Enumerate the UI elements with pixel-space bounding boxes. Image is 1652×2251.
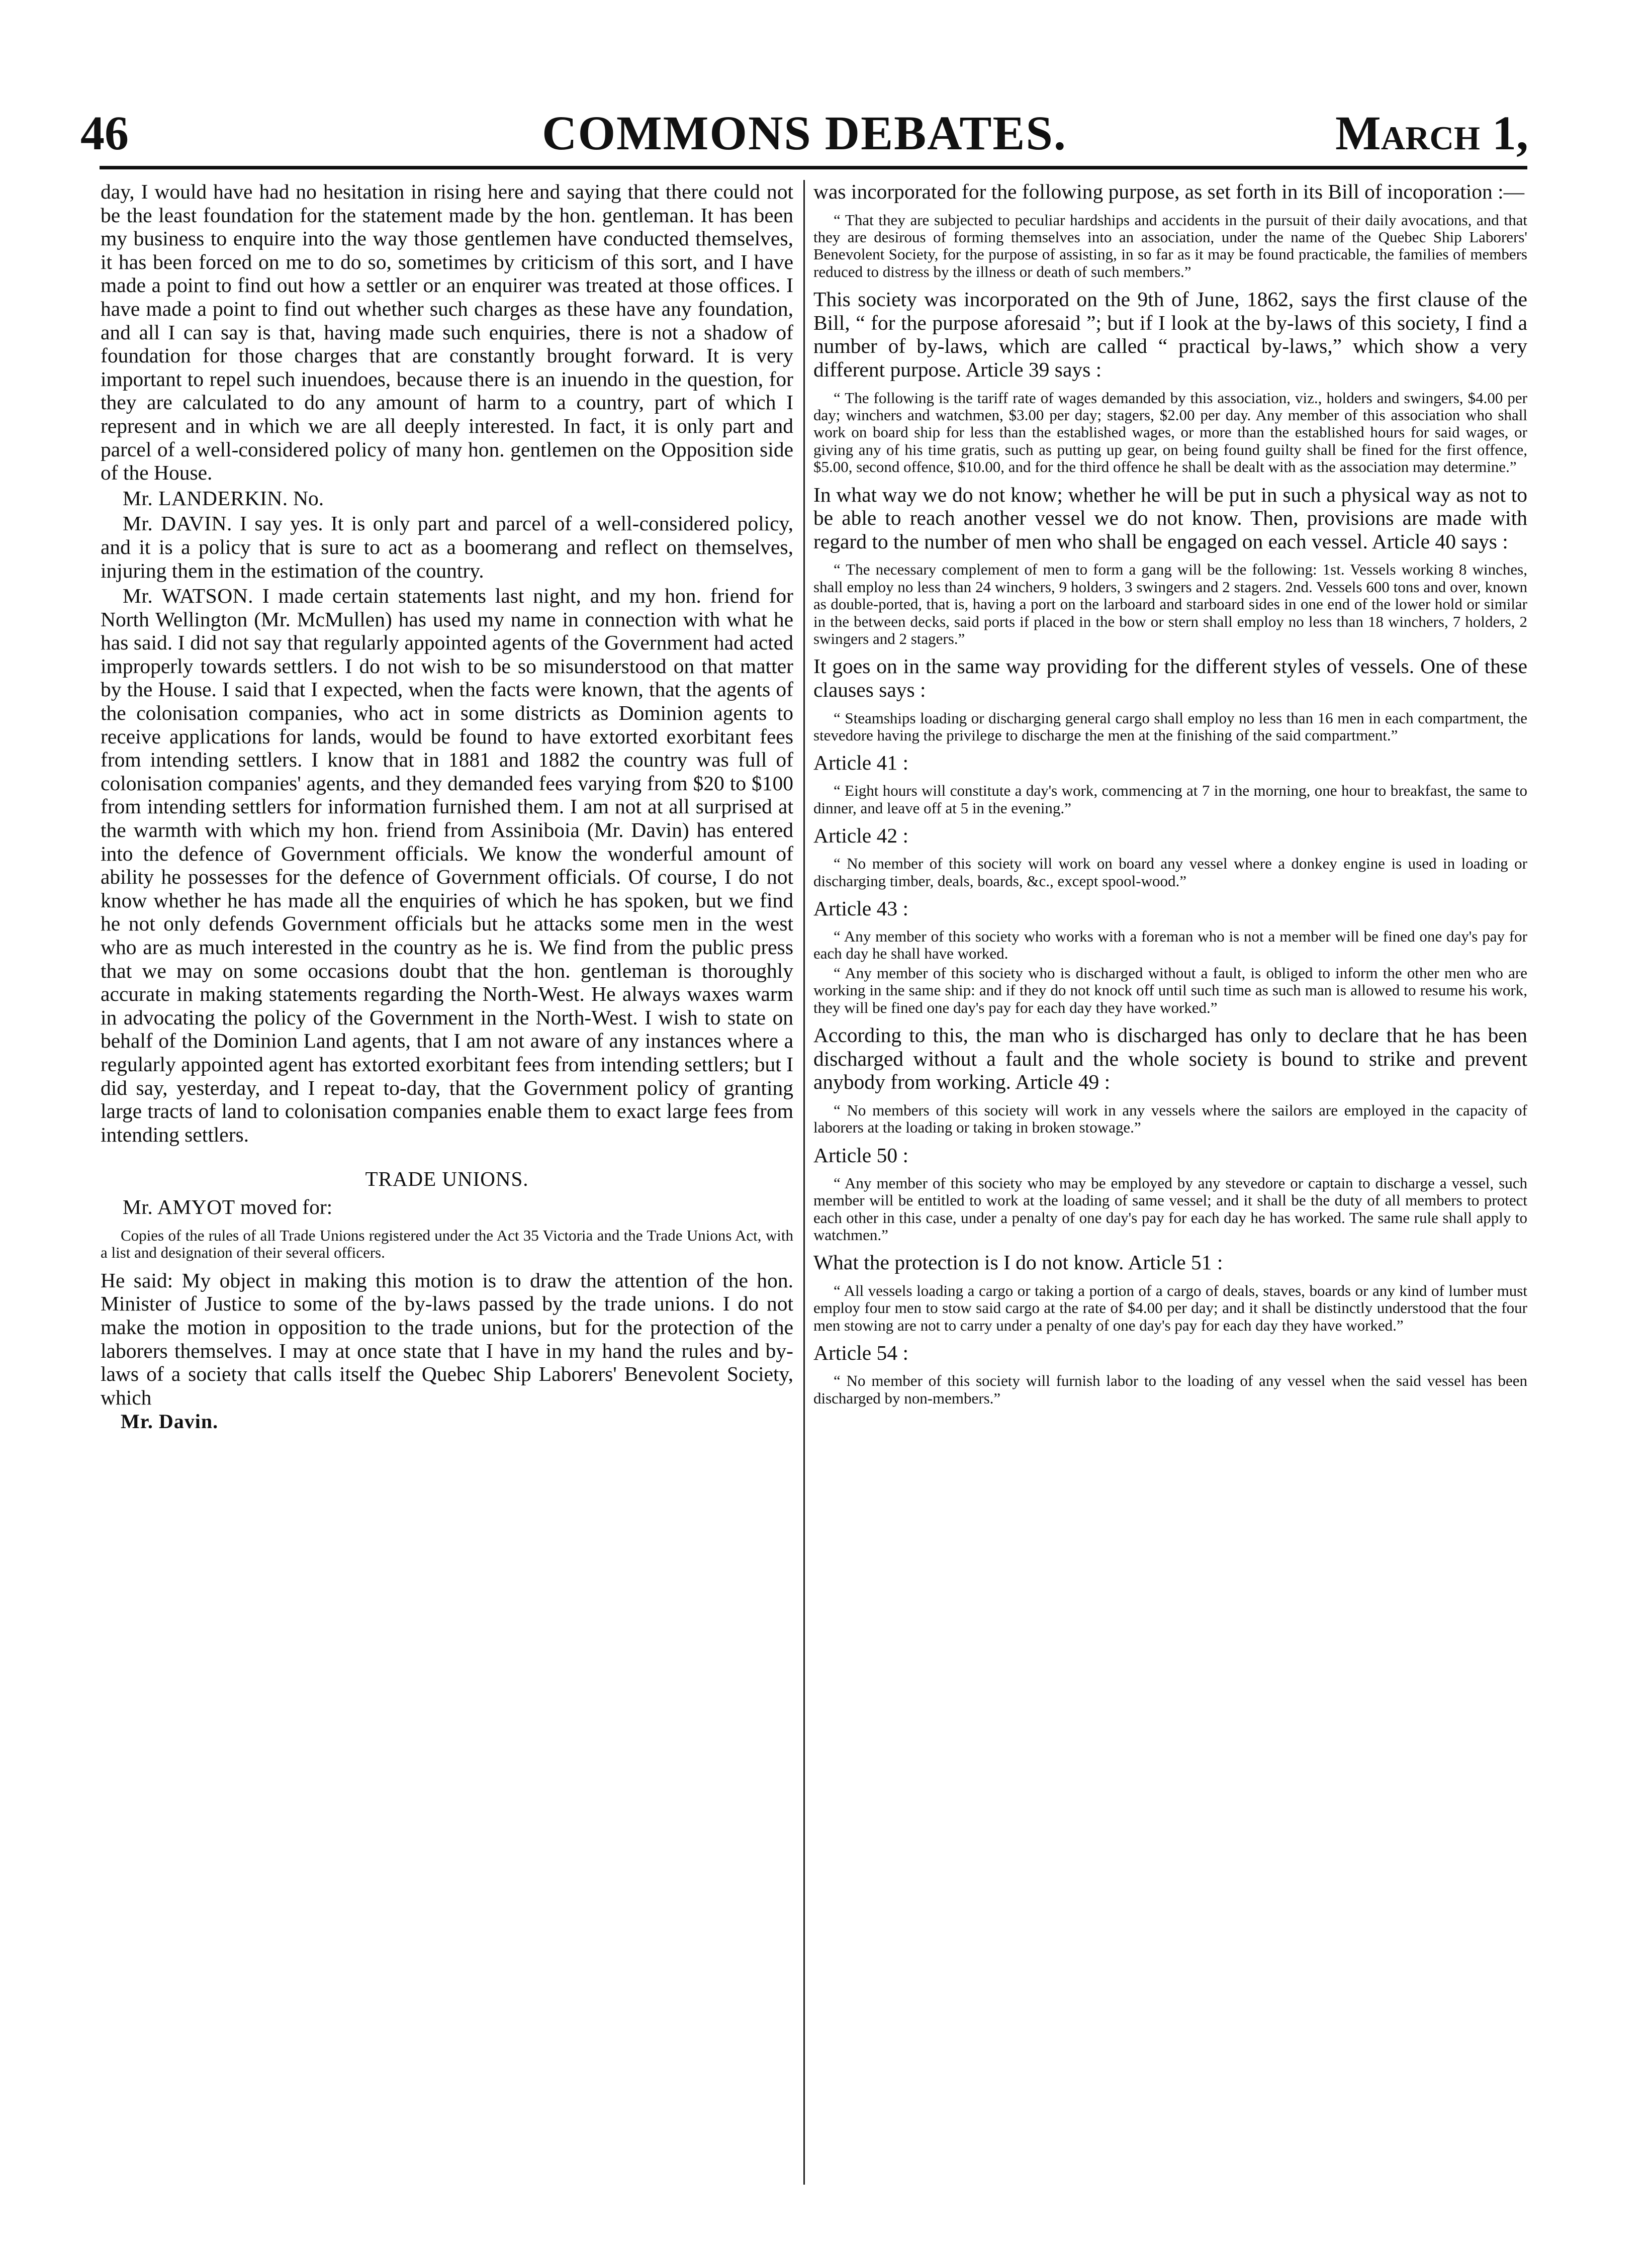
paragraph: was incorporated for the following purpose, as set forth in its Bill of incoporation :— bbox=[813, 180, 1525, 203]
speech-paragraph bbox=[101, 1195, 793, 1219]
publication-title: COMMONS DEBATES. bbox=[542, 106, 1067, 160]
header-date: March 1, bbox=[1335, 106, 1528, 160]
quoted-article-49: “ No members of this society will work in any vessels where the sailors are employed in the capacity of laborers at the loading or taking in broken stowage.” bbox=[813, 1101, 1527, 1137]
motion-text: Copies of the rules of all Trade Unions registered under the Act 35 Victoria and the Trade Unions Act, with a list and designation of their several officers. bbox=[101, 1226, 793, 1262]
right-column bbox=[813, 180, 1527, 2186]
article-label: Article 50 : bbox=[813, 1143, 908, 1167]
quoted-article-50: “ Any member of this society who may be employed by any stevedore or captain to discharge a vessel, such member will be entitled to work at the loading of same vessel; and it shall be the duty of all members to protect each other in this case, under a penalty of one day's pay for each day he has worked. The same rule shall apply to watchmen.” bbox=[813, 1174, 1527, 1244]
article-label: Article 54 : bbox=[813, 1341, 908, 1365]
left-column bbox=[101, 180, 793, 2186]
speech-paragraph bbox=[101, 584, 793, 1146]
quoted-article-51: “ All vessels loading a cargo or taking a portion of a cargo of deals, staves, boards or any kind of lumber must employ four men to stow said cargo at the rate of $4.00 per day; and it shall be distinctly understood that the four men stowing are not to carry under a penalty of one day's pay for each day they have worked.” bbox=[813, 1281, 1527, 1334]
page-header bbox=[80, 103, 1528, 168]
speech-text: moved for: bbox=[235, 1195, 333, 1219]
paragraph: What the protection is I do not know. Article 51 : bbox=[813, 1251, 1223, 1274]
paragraph: According to this, the man who is discharged has only to declare that he has been discharged without a fault and the whole society is bound to strike and prevent anybody from working. Article 49 : bbox=[813, 1023, 1527, 1094]
header-rule bbox=[100, 166, 1527, 169]
quoted-article-54: “ No member of this society will furnish labor to the loading of any vessel when the said vessel has been discharged by non-members.” bbox=[813, 1372, 1527, 1407]
quoted-article-40: “ The necessary complement of men to form a gang will be the following: 1st. Vessels working 8 winches, shall employ no less than 24 winchers, 9 holders, 3 swingers and 2 stagers. 2nd. Vessels 600 tons and over, known as double-ported, that is, having a port on the larboard and starboard sides in one end of the lower hold or similar in the between decks, said ports if placed in the bow or stern shall employ no less than 18 winchers, 7 holders, 2 swingers and 2 stagers.” bbox=[813, 560, 1527, 648]
quoted-article-43: “ Any member of this society who works with a foreman who is not a member will be fined one day's pay for each day he shall have worked. bbox=[813, 927, 1527, 963]
article-label: Article 41 : bbox=[813, 751, 908, 775]
column-divider bbox=[803, 180, 805, 2185]
page-number: 46 bbox=[80, 106, 129, 160]
quoted-clause: “ Steamships loading or discharging general cargo shall employ no less than 16 men in each compartment, the stevedore having the privilege to discharge the men at the finishing of the said compartment.” bbox=[813, 709, 1527, 744]
quoted-article-39: “ The following is the tariff rate of wages demanded by this association, viz., holders and swingers, $4.00 per day; winchers and watchmen, $3.00 per day; stagers, $2.00 per day. Any member of this association who shall work on board ship for less than the established wages, or more than the established hours for said wages, or giving any of his time gratis, such as putting up gear, on being found guilty shall be fined for the first offence, $5.00, second offence, $10.00, and for the third offence he shall be dealt with as the association may determine.” bbox=[813, 389, 1527, 476]
paragraph: This society was incorporated on the 9th of June, 1862, says the first clause of the Bill, “ for the purpose aforesaid ”; but if I look at the by-laws of this society, I find a number of by-laws, which are called “ practical by-laws,” which show a very different purpose. Article 39 says : bbox=[813, 288, 1527, 381]
speaker-name: Mr. WATSON. bbox=[123, 584, 254, 608]
speaker-footer: Mr. Davin. bbox=[121, 1410, 219, 1433]
paragraph: He said: My object in making this motion is to draw the attention of the hon. Minister of Justice to some of the by-laws passed by the trade unions. I do not make the motion in opposition to the trade unions, but for the protection of the laborers themselves. I may at once state that I have in my hand the rules and by-laws of a society that calls itself the Quebec Ship Laborers' Benevolent Society, which bbox=[101, 1268, 793, 1409]
speaker-name: Mr. LANDERKIN. bbox=[123, 486, 288, 510]
quoted-article-42: “ No member of this society will work on board any vessel where a donkey engine is used in loading or discharging timber, deals, boards, &c., except spool-wood.” bbox=[813, 855, 1527, 890]
paragraph: It goes on in the same way providing for the different styles of vessels. One of these clauses says : bbox=[813, 654, 1527, 702]
paragraph: In what way we do not know; whether he will be put in such a physical way as not to be able to reach another vessel we do not know. Then, provisions are made with regard to the number of men who shall be engaged on each vessel. Article 40 says : bbox=[813, 483, 1527, 553]
quoted-bill-text: “ That they are subjected to peculiar hardships and accidents in the pursuit of their daily avocations, and that they are desirous of forming themselves into an association, under the name of the Quebec Ship Laborers' Benevolent Society, for the purpose of assisting, in so far as it may be found practicable, the families of members reduced to distress by the illness or death of such members.” bbox=[813, 211, 1527, 280]
speech-paragraph bbox=[101, 512, 793, 582]
article-label: Article 43 : bbox=[813, 897, 908, 920]
speaker-name: Mr. AMYOT bbox=[123, 1195, 235, 1219]
speech-text: I say yes. It is only part and parcel of a well-considered policy, and it is a policy that is sure to act as a boomerang and reflect on themselves, injuring them in the estimation of the country. bbox=[101, 512, 793, 582]
article-label: Article 42 : bbox=[813, 824, 908, 848]
speaker-name: Mr. DAVIN. bbox=[123, 512, 232, 535]
paragraph: day, I would have had no hesitation in rising here and saying that there could not be the least foundation for the statement made by the hon. gentleman. It has been my business to enquire into the way those gentlemen have conducted themselves, it has been forced on me to do so, sometimes by criticism of this sort, and I have made a point to find out how a settler or an enquirer was treated at those offices. I have made a point to find out whether such charges as these have any foundation, and all I can say is that, having made such enquiries, there is not a shadow of foundation for those charges that are constantly brought forward. It is very important to repel such inuendoes, because there is an inuendo in the question, for they are calculated to do any amount of harm to a country, part of which I represent and in which we are all deeply interested. In fact, it is only part and parcel of a well-considered policy of many hon. gentlemen on the Opposition side of the House. bbox=[101, 180, 793, 485]
speech-text: No. bbox=[288, 486, 324, 510]
section-heading: TRADE UNIONS. bbox=[365, 1167, 529, 1191]
speech-paragraph bbox=[101, 487, 793, 510]
speech-text: I made certain statements last night, and my hon. friend for North Wellington (Mr. McMullen) has used my name in connection with what he has said. I did not say that regularly appointed agents of the Government had acted improperly towards settlers. I do not wish to be so misunderstood on that matter by the House. I said that I expected, when the facts were known, that the agents of the colonisation companies, who act in some districts as Dominion agents to receive applications for lands, would be found to have extorted exorbitant fees from intending settlers. I know that in 1881 and 1882 the country was full of colonisation companies' agents, and they demanded fees varying from $20 to $100 from intending settlers for information furnished them. I am not at all surprised at the warmth with which my hon. friend from Assiniboia (Mr. Davin) has entered into the defence of Government officials. We know the wonderful amount of ability he possesses for the defence of Government officials. Of course, I do not know whether he has made all the enquiries of which he has spoken, but we find he not only defends Government officials but he attacks some men in the west who are as much interested in the country as he is. We find from the public press that we may on some occasions doubt that the hon. gentleman is thoroughly accurate in making statements regarding the North-West. He always waxes warm in advocating the policy of the Government in the North-West. I wish to state on behalf of the Dominion Land agents, that I am not aware of any instances where a regularly appointed agent has extorted exorbitant fees from intending settlers; but I did say, yesterday, and I repeat to-day, that the Government policy of granting large tracts of land to colonisation companies enable them to exact large fees from intending settlers. bbox=[101, 584, 793, 1146]
quoted-article-43-continued: “ Any member of this society who is discharged without a fault, is obliged to inform the other men who are working in the same ship: and if they do not knock off until such time as such man is allowed to resume his work, they will be fined one day's pay for each day they have worked.” bbox=[813, 964, 1527, 1016]
quoted-article-41: “ Eight hours will constitute a day's work, commencing at 7 in the morning, one hour to breakfast, the same to dinner, and leave off at 5 in the evening.” bbox=[813, 782, 1527, 817]
